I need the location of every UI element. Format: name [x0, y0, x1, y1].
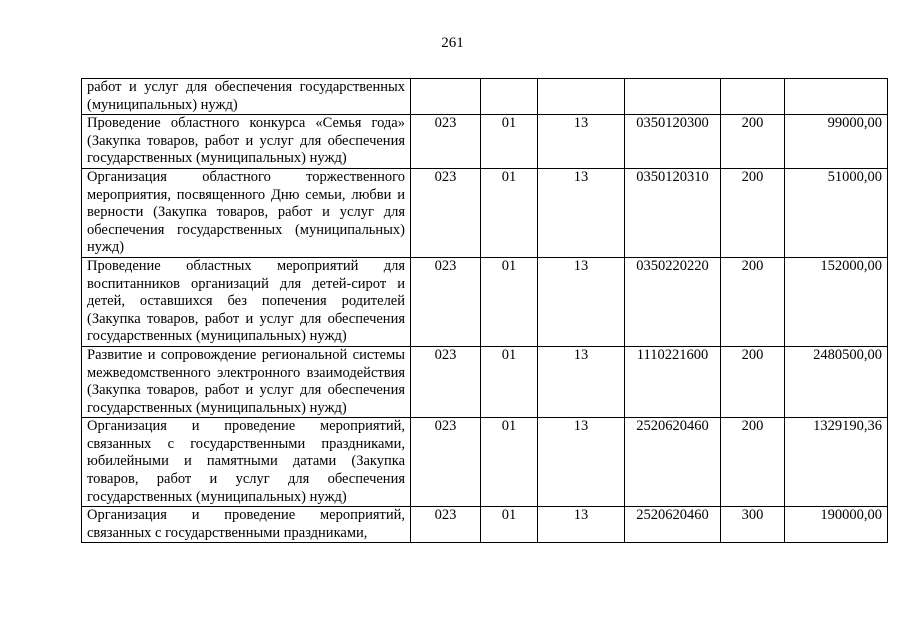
table-row	[82, 346, 888, 417]
table-row	[82, 257, 888, 346]
table-row	[82, 507, 888, 543]
target-article-cell: 0350120300	[625, 115, 721, 169]
target-article-cell: 2520620460	[625, 418, 721, 507]
target-article-cell: 1110221600	[625, 346, 721, 417]
grbs-cell: 023	[411, 115, 481, 169]
grbs-cell: 023	[411, 346, 481, 417]
description-cell: Проведение областных мероприятий для воспитанников организаций для детей-сирот и детей, оставшихся без попечения родителей (Закупка товаров, работ и услуг для обеспечения государственных (муниципальных) нужд)	[82, 257, 411, 346]
expense-type-cell: 200	[721, 168, 785, 257]
target-article-cell: 2520620460	[625, 507, 721, 543]
sum-cell: 152000,00	[785, 257, 888, 346]
page-number: 261	[441, 35, 464, 51]
subsection-cell: 13	[538, 115, 625, 169]
sum-cell: 51000,00	[785, 168, 888, 257]
section-cell: 01	[481, 168, 538, 257]
expense-type-cell: 200	[721, 418, 785, 507]
grbs-cell: 023	[411, 507, 481, 543]
expense-type-cell	[721, 79, 785, 115]
budget-table	[81, 78, 888, 543]
table-row	[82, 115, 888, 169]
section-cell	[481, 79, 538, 115]
sum-cell: 1329190,36	[785, 418, 888, 507]
grbs-cell: 023	[411, 168, 481, 257]
section-cell: 01	[481, 418, 538, 507]
subsection-cell: 13	[538, 507, 625, 543]
section-cell: 01	[481, 257, 538, 346]
target-article-cell: 0350120310	[625, 168, 721, 257]
subsection-cell: 13	[538, 418, 625, 507]
sum-cell: 190000,00	[785, 507, 888, 543]
section-cell: 01	[481, 115, 538, 169]
grbs-cell	[411, 79, 481, 115]
sum-cell	[785, 79, 888, 115]
subsection-cell: 13	[538, 168, 625, 257]
subsection-cell: 13	[538, 257, 625, 346]
sum-cell: 2480500,00	[785, 346, 888, 417]
section-cell: 01	[481, 507, 538, 543]
grbs-cell: 023	[411, 418, 481, 507]
expense-type-cell: 300	[721, 507, 785, 543]
description-cell: Организация и проведение мероприятий, связанных с государственными праздниками,	[82, 507, 411, 543]
subsection-cell	[538, 79, 625, 115]
description-cell: Организация и проведение мероприятий, связанных с государственными праздниками, юбилейными и памятными датами (Закупка товаров, работ и услуг для обеспечения государственных (муниципальных) нужд)	[82, 418, 411, 507]
description-cell: Проведение областного конкурса «Семья года» (Закупка товаров, работ и услуг для обеспечения государственных (муниципальных) нужд)	[82, 115, 411, 169]
subsection-cell: 13	[538, 346, 625, 417]
table-row	[82, 79, 888, 115]
expense-type-cell: 200	[721, 257, 785, 346]
target-article-cell	[625, 79, 721, 115]
table-row	[82, 168, 888, 257]
grbs-cell: 023	[411, 257, 481, 346]
description-cell: Организация областного торжественного мероприятия, посвященного Дню семьи, любви и верности (Закупка товаров, работ и услуг для обеспечения государственных (муниципальных) нужд)	[82, 168, 411, 257]
sum-cell: 99000,00	[785, 115, 888, 169]
table-row	[82, 418, 888, 507]
description-cell: Развитие и сопровождение региональной системы межведомственного электронного взаимодействия (Закупка товаров, работ и услуг для обеспечения государственных (муниципальных) нужд)	[82, 346, 411, 417]
expense-type-cell: 200	[721, 346, 785, 417]
section-cell: 01	[481, 346, 538, 417]
target-article-cell: 0350220220	[625, 257, 721, 346]
expense-type-cell: 200	[721, 115, 785, 169]
description-cell: работ и услуг для обеспечения государственных (муниципальных) нужд)	[82, 79, 411, 115]
